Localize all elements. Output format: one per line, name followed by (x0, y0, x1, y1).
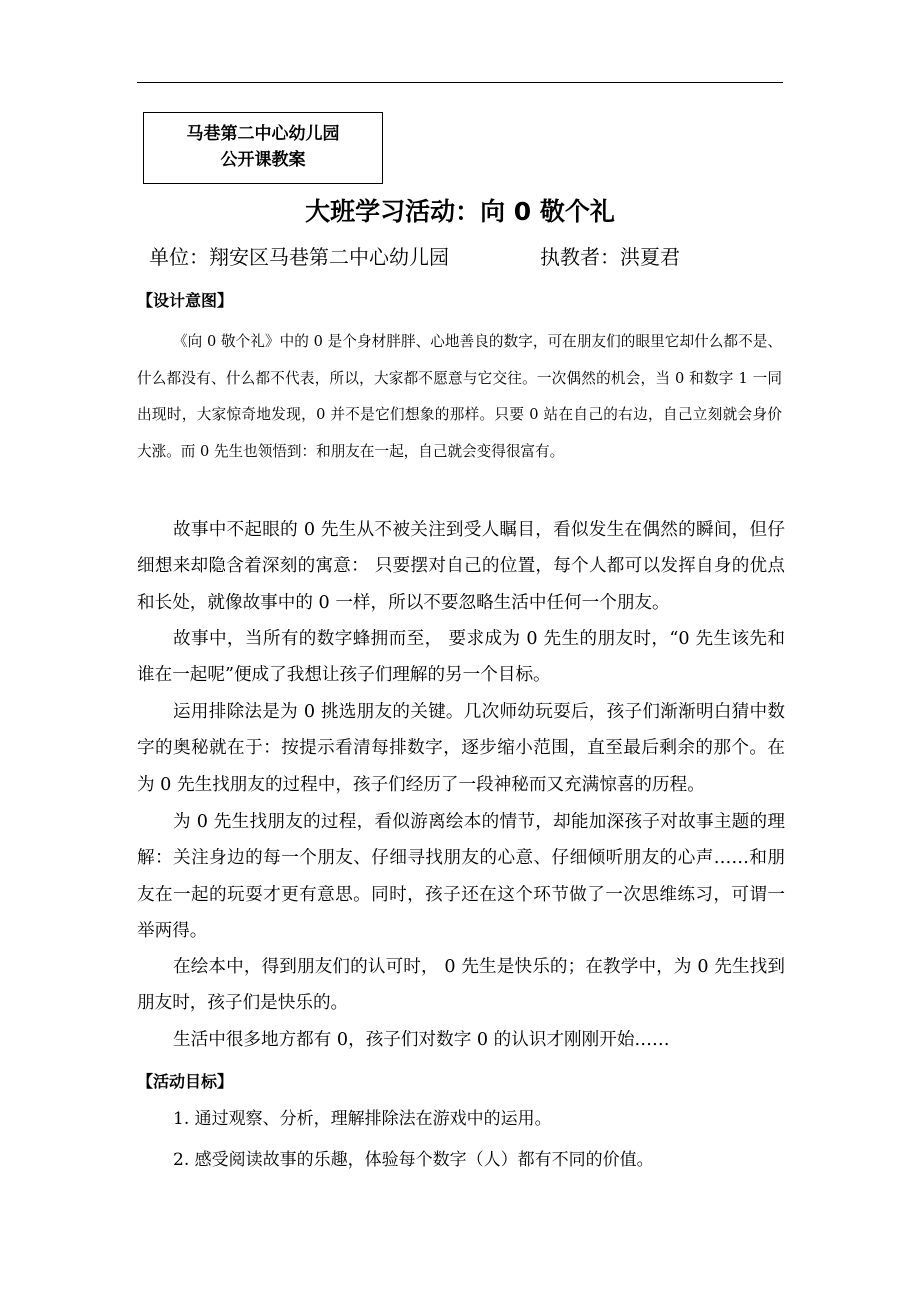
design-intent-heading: 【设计意图】 (137, 291, 234, 310)
design-paragraph: 在绘本中，得到朋友们的认可时， 0 先生是快乐的；在教学中，为 0 先生找到朋友时，孩子们是快乐的。 (137, 957, 785, 1014)
design-paragraph: 为 0 先生找朋友的过程，看似游离绘本的情节，却能加深孩子对故事主题的理解：关注身边的每一个朋友、仔细寻找朋友的心意、仔细倾听朋友的心声……和朋友在一起的玩耍才更有意思。同时，孩子还在这个环节做了一次思维练习，可谓一举两得。 (137, 812, 785, 941)
design-intro-paragraph: 《向 0 敬个礼》中的 0 是个身材胖胖、心地善良的数字，可在朋友们的眼里它却什么都不是、什么都没有、什么都不代表，所以，大家都不愿意与它交往。一次偶然的机会，当 0 和数字 1 一同出现时，大家惊奇地发现，0 并不是它们想象的那样。只要 0 站在自己的右边，自己立刻就会身价大涨。而 0 先生也领悟到：和朋友在一起，自己就会变得很富有。 (137, 333, 782, 460)
design-paragraph: 运用排除法是为 0 挑选朋友的关键。几次师幼玩耍后，孩子们渐渐明白猜中数字的奥秘就在于：按提示看清每排数字，逐步缩小范围，直至最后剩余的那个。在为 0 先生找朋友的过程中，孩子们经历了一段神秘而又充满惊喜的历程。 (137, 702, 785, 795)
activity-goals-heading: 【活动目标】 (137, 1072, 234, 1091)
lesson-type: 公开课教案 (220, 150, 306, 170)
design-paragraph: 故事中，当所有的数字蜂拥而至， 要求成为 0 先生的朋友时，“0 先生该先和谁在一起呢”便成了我想让孩子们理解的另一个目标。 (137, 629, 785, 686)
school-name: 马巷第二中心幼儿园 (186, 124, 340, 144)
design-paragraph: 生活中很多地方都有 0，孩子们对数字 0 的认识才刚刚开始…… (173, 1030, 670, 1050)
design-paragraph: 故事中不起眼的 0 先生从不被关注到受人瞩目，看似发生在偶然的瞬间，但仔细想来却隐含着深刻的寓意： 只要摆对自己的位置，每个人都可以发挥自身的优点和长处，就像故事中的 0 一样，所以不要忽略生活中任何一个朋友。 (137, 520, 785, 613)
teacher-line: 执教者：洪夏君 (540, 245, 680, 269)
page-title: 大班学习活动：向 0 敬个礼 (305, 197, 615, 226)
unit-line: 单位：翔安区马巷第二中心幼儿园 (149, 245, 449, 269)
goal-item: 2. 感受阅读故事的乐趣，体验每个数字（人）都有不同的价值。 (173, 1150, 654, 1170)
header-rule (137, 82, 783, 83)
goal-item: 1. 通过观察、分析，理解排除法在游戏中的运用。 (173, 1109, 552, 1129)
school-label-box (143, 112, 383, 184)
